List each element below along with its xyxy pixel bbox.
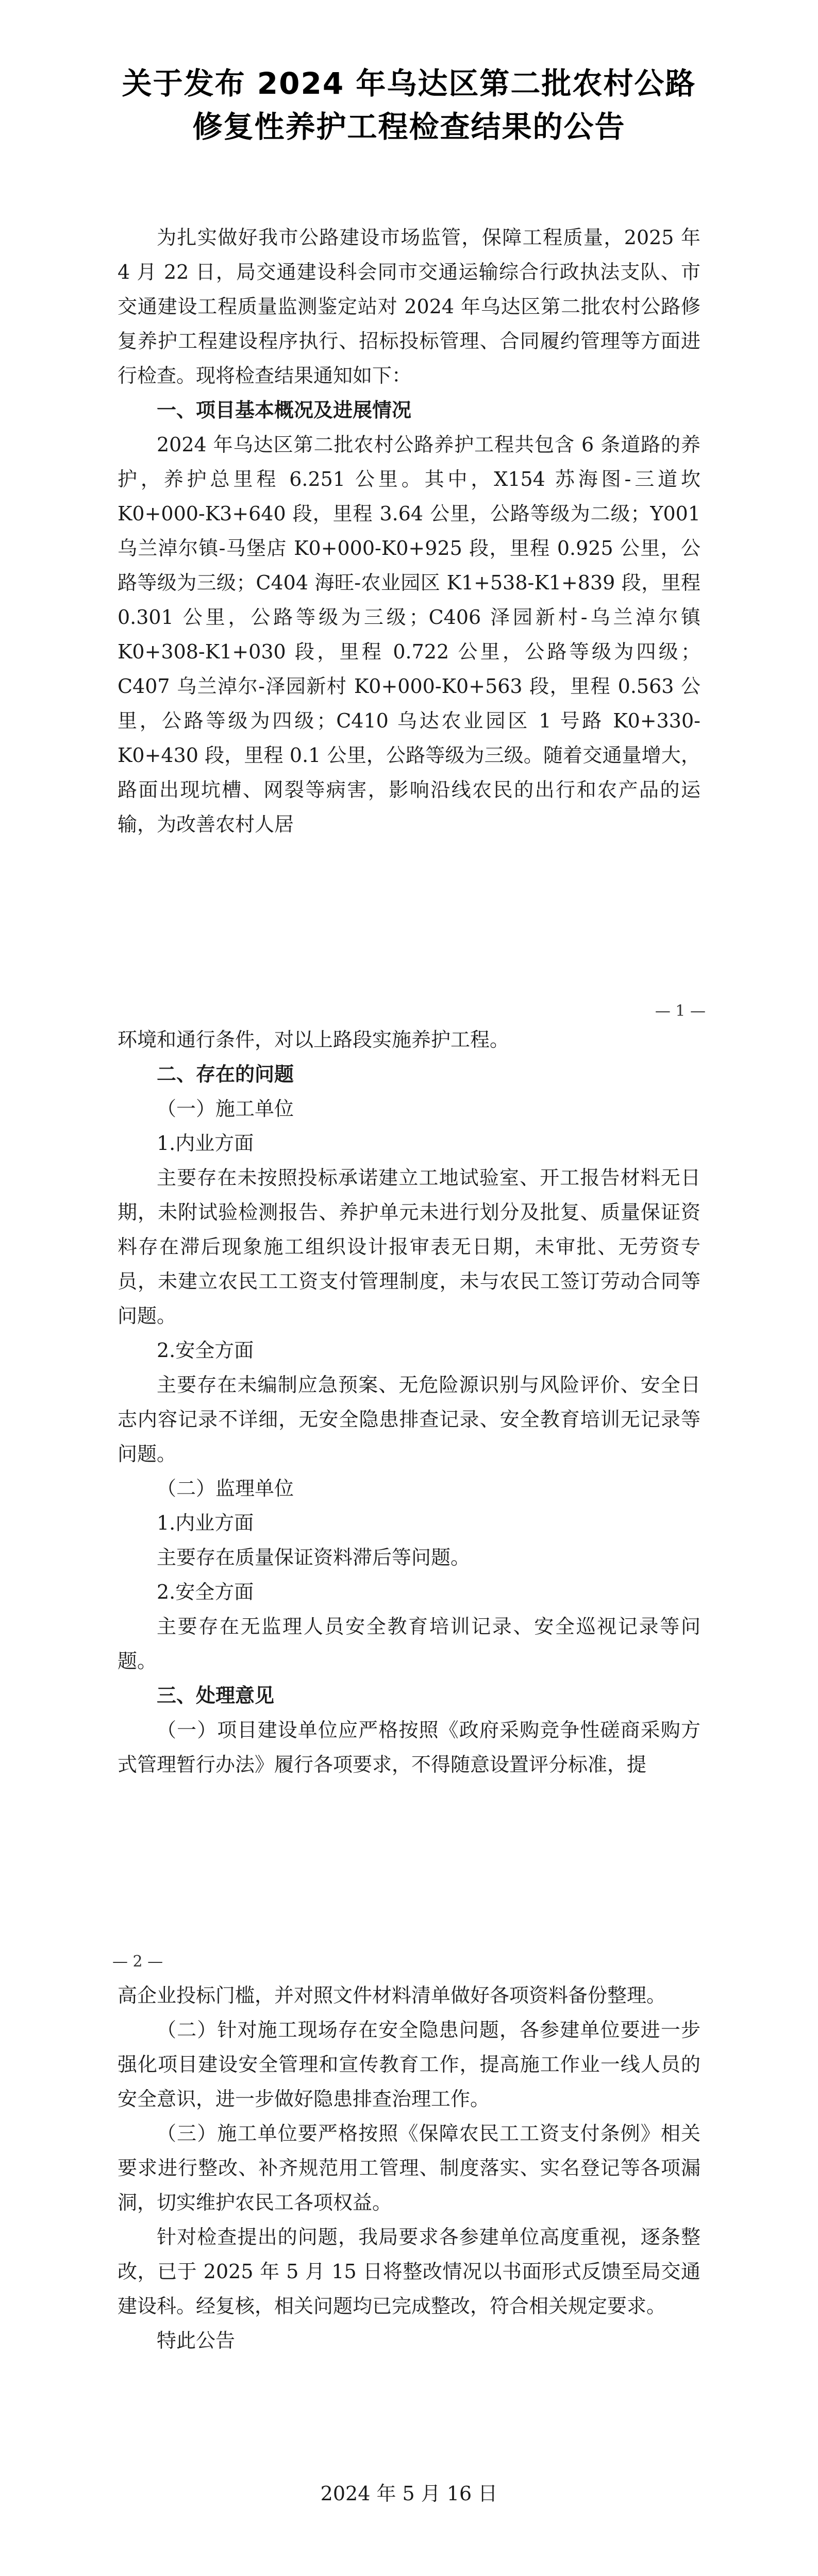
section-1-heading: 一、项目基本概况及进展情况 — [157, 399, 412, 422]
continued-text-2: 环境和通行条件，对以上路段实施养护工程。 — [118, 1028, 510, 1051]
opinion-2: （二）针对施工现场存在安全隐患问题，各参建单位要进一步强化项目建设安全管理和宣传教育工作，提高施工作业一线人员的安全意识，进一步做好隐患排查治理工作。 — [118, 2019, 700, 2110]
sub-2-item-1-text: 主要存在质量保证资料滞后等问题。 — [157, 1546, 471, 1569]
section-2-heading: 二、存在的问题 — [157, 1063, 294, 1086]
intro-paragraph: 为扎实做好我市公路建设市场监管，保障工程质量，2025 年 4 月 22 日，局交通建设科会同市交通运输综合行政执法支队、市交通建设工程质量监测鉴定站对 2024 年乌达区第二批农村公路修复养护工程建设程序执行、招标投标管理、合同履约管理等方面进行检查。现将检查结果通知如下： — [118, 226, 700, 387]
section-1-text: 2024 年乌达区第二批农村公路养护工程共包含 6 条道路的养护，养护总里程 6.251 公里。其中，X154 苏海图-三道坎 K0+000-K3+640 段，里程 3.64 公里，公路等级为二级；Y001 乌兰淖尔镇-马堡店 K0+000-K0+925 段，里程 0.925 公里，公路等级为三级；C404 海旺-农业园区 K1+538-K1+839 段，里程 0.301 公里，公路等级为三级；C406 泽园新村-乌兰淖尔镇 K0+308-K1+030 段，里程 0.722 公里，公路等级为四级；C407 乌兰淖尔-泽园新村 K0+000-K0+563 段，里程 0.563 公里，公路等级为四级；C410 乌达农业园区 1 号路 K0+330-K0+430 段，里程 0.1 公里，公路等级为三级。随着交通量增大，路面出现坑槽、网裂等病害，影响沿线农民的出行和农产品的运输，为改善农村人居 — [118, 433, 700, 836]
opinion-3: （三）施工单位要严格按照《保障农民工工资支付条例》相关要求进行整改、补齐规范用工管理、制度落实、实名登记等各项漏洞，切实维护农民工各项权益。 — [118, 2122, 700, 2214]
sub-2-heading: （二）监理单位 — [157, 1477, 294, 1500]
sub-1-heading: （一）施工单位 — [157, 1097, 294, 1120]
closing-statement: 特此公告 — [157, 2329, 236, 2352]
page-2 — [0, 1023, 818, 1782]
page-number-1: — 1 — — [655, 1002, 706, 1020]
document-title — [118, 62, 700, 148]
closing-paragraph: 针对检查提出的问题，我局要求各参建单位高度重视，逐条整改，已于 2025 年 5 月 15 日将整改情况以书面形式反馈至局交通建设科。经复核，相关问题均已完成整改，符合相关规定要求。 — [118, 2226, 700, 2317]
sub-1-item-1-heading: 1.内业方面 — [157, 1132, 254, 1155]
page-3 — [0, 1978, 818, 2511]
announcement-date: 2024 年 5 月 16 日 — [320, 2482, 498, 2505]
opinion-1: （一）项目建设单位应严格按照《政府采购竞争性磋商采购方式管理暂行办法》履行各项要求，不得随意设置评分标准，提 — [118, 1719, 700, 1776]
sub-2-item-2-text: 主要存在无监理人员安全教育培训记录、安全巡视记录等问题。 — [118, 1615, 700, 1672]
sub-1-item-2-text: 主要存在未编制应急预案、无危险源识别与风险评价、安全日志内容记录不详细，无安全隐患排查记录、安全教育培训无记录等问题。 — [118, 1374, 700, 1465]
sub-2-item-2-heading: 2.安全方面 — [157, 1581, 254, 1603]
sub-1-item-2-heading: 2.安全方面 — [157, 1339, 254, 1362]
sub-2-item-1-heading: 1.内业方面 — [157, 1512, 254, 1534]
page-1 — [0, 62, 818, 842]
sub-1-item-1-text: 主要存在未按照投标承诺建立工地试验室、开工报告材料无日期，未附试验检测报告、养护单元未进行划分及批复、质量保证资料存在滞后现象施工组织设计报审表无日期，未审批、无劳资专员，未建立农民工工资支付管理制度，未与农民工签订劳动合同等问题。 — [118, 1166, 700, 1327]
title-line-2: 修复性养护工程检查结果的公告 — [192, 109, 626, 145]
page-number-2: — 2 — — [112, 1953, 163, 1971]
section-3-heading: 三、处理意见 — [157, 1684, 275, 1707]
continued-text-3: 高企业投标门槛，并对照文件材料清单做好各项资料备份整理。 — [118, 1984, 666, 2007]
title-line-1: 关于发布 2024 年乌达区第二批农村公路 — [122, 66, 696, 101]
